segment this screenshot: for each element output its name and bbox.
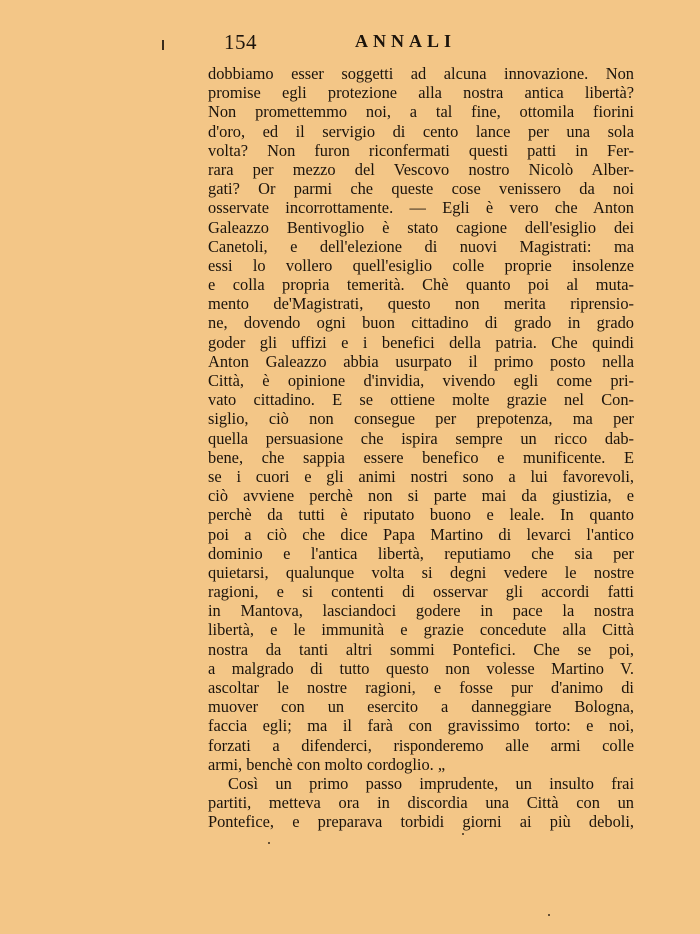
text-line: promise egli protezione alla nostra antica libertà?: [208, 83, 634, 103]
page-header: [0, 30, 700, 56]
text-line: faccia egli; ma il farà con gravissimo torto: e noi,: [208, 716, 634, 736]
ink-speck: [462, 833, 464, 835]
text-line: partiti, metteva ora in discordia una Città con un: [208, 793, 634, 813]
text-line: vato cittadino. E se ottiene molte grazie nel Con-: [208, 390, 634, 410]
text-line: muover con un esercito a danneggiare Bologna,: [208, 697, 634, 717]
text-line: in Mantova, lasciandoci godere in pace la nostra: [208, 601, 634, 621]
text-line: nostra da tanti altri sommi Pontefici. Che se poi,: [208, 639, 634, 659]
text-line: osservate incorrottamente. — Egli è vero che Anton: [208, 198, 634, 218]
text-line: essi lo vollero quell'esiglio colle proprie insolenze: [208, 255, 634, 275]
text-line: ciò avviene perchè non si parte mai da giustizia, e: [208, 486, 634, 506]
text-line: Pontefice, e preparava torbidi giorni ai più deboli,: [208, 812, 634, 832]
text-line: Canetoli, e dell'elezione di nuovi Magistrati: ma: [208, 236, 634, 256]
text-line: quietarsi, qualunque volta si degni vedere le nostre: [208, 562, 634, 582]
text-line: e colla propria temerità. Chè quanto poi al muta-: [208, 275, 634, 295]
text-line: libertà, e le immunità e grazie concedute alla Città: [208, 620, 634, 640]
text-line: ne, dovendo ogni buon cittadino di grado in grado: [208, 313, 634, 333]
text-line: siglio, ciò non consegue per prepotenza, ma per: [208, 409, 634, 429]
text-line: goder gli uffizi e i benefici della patria. Che quindi: [208, 332, 634, 352]
text-line: forzati a difenderci, risponderemo alle armi colle: [208, 735, 634, 755]
text-line: volta? Non furon riconfermati questi patti in Fer-: [208, 140, 634, 160]
body-text: [208, 64, 634, 832]
text-line: dobbiamo esser soggetti ad alcuna innovazione. Non: [208, 64, 634, 83]
text-line: Città, è opinione d'invidia, vivendo egli come pri-: [208, 371, 634, 390]
text-line: se i cuori e gli animi nostri sono a lui favorevoli,: [208, 466, 634, 486]
ink-speck: [548, 914, 550, 916]
running-title: ANNALI: [355, 31, 457, 51]
text-line: Galeazzo Bentivoglio è stato cagione dell'esiglio dei: [208, 217, 634, 237]
text-line: ragioni, e si contenti di osservar gli accordi fatti: [208, 582, 634, 602]
text-line: a malgrado di tutto questo non volesse Martino V.: [208, 658, 634, 678]
text-line: gati? Or parmi che queste cose venissero da noi: [208, 179, 634, 199]
text-line: dominio e l'antica libertà, reputiamo che sia per: [208, 543, 634, 563]
text-line: ascoltar le nostre ragioni, e fosse pur d'animo di: [208, 678, 634, 697]
text-line: rara per mezzo del Vescovo nostro Nicolò Alber-: [208, 159, 634, 179]
text-line: quella persuasione che ispira sempre un ricco dab-: [208, 428, 634, 448]
text-line: Non promettemmo noi, a tal fine, ottomila fiorini: [208, 102, 634, 122]
ink-speck: [268, 842, 270, 844]
text-line: perchè da tutti è riputato buono e leale. In quanto: [208, 505, 634, 525]
text-line: mento de'Magistrati, questo non merita riprensio-: [208, 294, 634, 314]
text-line: armi, benchè con molto cordoglio. „: [208, 754, 446, 774]
text-line: Anton Galeazzo abbia usurpato il primo posto nella: [208, 351, 634, 371]
text-line: Così un primo passo imprudente, un insulto frai: [228, 773, 634, 793]
page-number: 154: [224, 30, 257, 54]
text-line: poi a ciò che dice Papa Martino di levarci l'antico: [208, 524, 634, 544]
text-line: d'oro, ed il servigio di cento lance per una sola: [208, 121, 634, 141]
text-line: bene, che sappia essere benefico e munificente. E: [208, 447, 634, 467]
